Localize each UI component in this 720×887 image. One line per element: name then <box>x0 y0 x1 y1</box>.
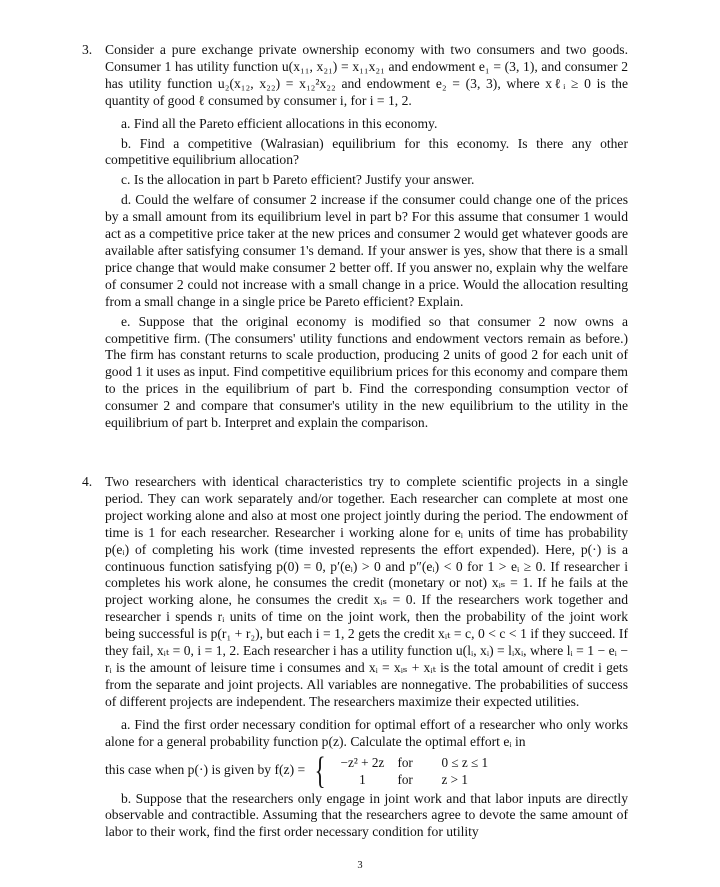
problem-3 <box>82 42 628 435</box>
cases-grid <box>333 754 488 788</box>
case-word: for <box>397 771 413 787</box>
piecewise-lead: this case when p(·) is given by f(z) = <box>105 762 306 778</box>
problem-intro: Two researchers with identical characteristics try to complete scientific projects in a single period. They can work separately and/or together. Each researcher can complete at most one project working alone and also at most one project jointly during the period. The endowment of time is 1 for each researcher. Researcher i working alone for eᵢ units of time has probability p(eᵢ) of completing his work (time invested represents the effort expended). Here, p(·) is a continuous function satisfying p(0) = 0, p′(eᵢ) > 0 and p″(eᵢ) < 0 for 1 > eᵢ ≥ 0. If researcher i completes his work alone, he consumes the credit (monetary or not) xᵢₛ = 1. If he fails at the project working alone, he consumes the credit xᵢₛ = 0. If the researchers work together and researcher i spends rᵢ units of time on the joint work, then the probability of the joint work being successful is p(r₁ + r₂), but each i = 1, 2 gets the credit xᵢₜ = c, 0 < c < 1 if they succeed. If they fail, xᵢₜ = 0, i = 1, 2. Each researcher i has a utility function u(lᵢ, xᵢ) = lᵢxᵢ, where lᵢ = 1 − eᵢ − rᵢ is the amount of leisure time i consumes and xᵢ = xᵢₛ + xᵢₜ is the total amount of credit i gets from the separate and joint projects. All variables are nonnegative. The probabilities of success of different projects are independent. The researchers maximize their expected utilities. <box>105 474 628 709</box>
part-c: c. Is the allocation in part b Pareto efficient? Justify your answer. <box>121 172 475 188</box>
problem-4 <box>82 474 628 844</box>
case-expression: 1 <box>359 771 366 787</box>
problem-intro: Consider a pure exchange private ownership economy with two consumers and two goods. Consumer 1 has utility function u(x₁₁, x₂₁) = x₁₁x₂₁ and endowment e₁ = (3, 1), and consumer 2 has utility function u₂(x₁₂, x₂₂) = x₁₂²x₂₂ and endowment e₂ = (3, 3), where xℓᵢ ≥ 0 is the quantity of good ℓ consumed by consumer i, for i = 1, 2. <box>105 42 628 108</box>
case-word: for <box>397 754 413 770</box>
left-brace: { <box>314 749 326 792</box>
part-b: b. Suppose that the researchers only engage in joint work and that labor inputs are directly observable and contractible. Assuming that the researchers agree to devote the same amount of labor to their work, find the first order necessary condition for utility <box>105 790 628 840</box>
case-condition: 0 ≤ z ≤ 1 <box>441 754 489 770</box>
part-d: d. Could the welfare of consumer 2 increase if the consumer could change one of the prices by a small amount from its equilibrium level in part b? For this assume that consumer 1 would act as a competitive price taker at the new prices and consumer 2 would get whatever goods are available after satisfying consumer 1's demand. If your answer is yes, show that there is a small price change that would make consumer 2 better off. If you answer no, explain why the welfare of consumer 2 could not increase with a small change in a price. Would the allocation resulting from a small change in a single price be Pareto efficient? Explain. <box>105 192 628 309</box>
part-a: a. Find the first order necessary condition for optimal effort of a researcher who only works alone for a general probability function p(z). Calculate the optimal effort eᵢ in <box>105 716 628 749</box>
case-expression: −z² + 2z <box>340 754 385 770</box>
part-e: e. Suppose that the original economy is modified so that consumer 2 now owns a competitive firm. (The consumers' utility functions and endowment vectors remain as before.) The firm has constant returns to scale production, producing 2 units of good 2 for each unit of good 1 it uses as input. Find competitive equilibrium prices for this economy and compare them to the prices in the equilibrium of part b. Find the corresponding consumption vector of consumer 2 and compare that consumer's utility in the new equilibrium to the utility in the equilibrium of part b. Interpret and explain the comparison. <box>105 313 628 431</box>
part-b: b. Find a competitive (Walrasian) equilibrium for this economy. Is there any other competitive equilibrium allocation? <box>105 135 628 168</box>
page-number: 3 <box>357 860 363 871</box>
part-a: a. Find all the Pareto efficient allocations in this economy. <box>121 115 438 131</box>
problem-number: 3. <box>82 42 93 57</box>
piecewise-function <box>105 749 628 792</box>
case-condition: z > 1 <box>441 771 468 787</box>
problem-number: 4. <box>82 474 93 489</box>
